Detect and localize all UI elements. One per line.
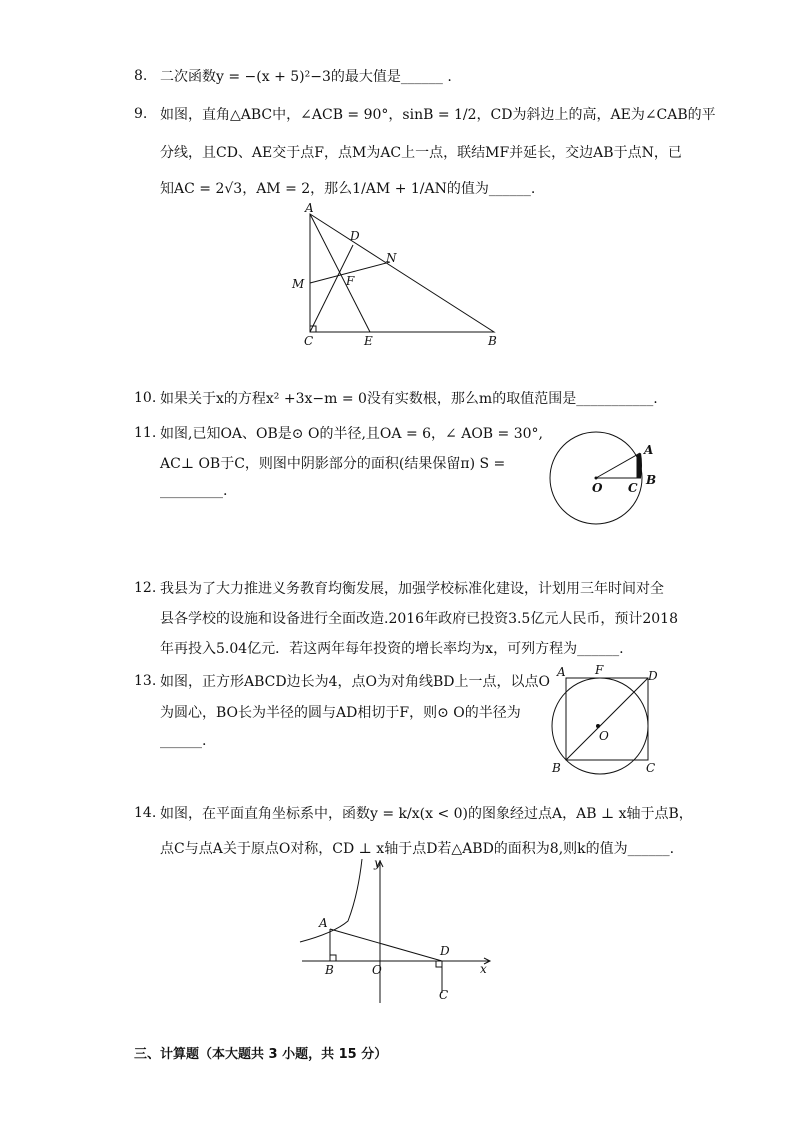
question-number: 13. [134,673,157,689]
figure-9-triangle [280,200,510,350]
label-C: C [439,988,449,1002]
question-8-line-1: 二次函数y = −(x + 5)²−3的最大值是______ . [160,69,452,85]
label-O: O [592,481,603,495]
label-O: O [599,729,609,743]
label-E: E [364,334,373,348]
label-B: B [325,963,334,977]
figure-14-coordinate-plane [294,855,499,1005]
figure-11-circle [540,428,670,530]
question-number: 12. [134,580,157,596]
label-A: A [644,443,654,457]
label-B: B [488,334,497,348]
question-number: 8. [134,68,148,84]
question-number: 14. [134,805,157,821]
question-10-line-1: 如果关于x的方程x² +3x−m = 0没有实数根，那么m的取值范围是___________. [160,391,658,407]
label-F: F [346,274,355,288]
label-B: B [552,761,561,775]
label-D: D [350,229,360,243]
label-D: D [440,944,450,958]
label-x: x [480,962,487,976]
question-11-line-3: _________. [160,483,228,499]
question-number: 11. [134,425,157,441]
label-N: N [386,251,397,265]
question-14-line-2: 点C与点A关于原点O对称，CD ⊥ x轴于点D若△ABD的面积为8,则k的值为______. [160,841,675,857]
question-9-line-2: 分线，且CD、AE交于点F，点M为AC上一点，联结MF并延长，交边AB于点N，已 [160,145,682,161]
label-F: F [595,664,604,677]
section-title: 三、计算题（本大题共 3 小题，共 15 分） [134,1047,388,1062]
question-13-line-2: 为圆心，BO长为半径的圆与AD相切于F，则⊙ O的半径为 [160,705,521,721]
figure-13-square-circle [548,664,663,776]
label-O: O [372,963,382,977]
label-C: C [304,334,314,348]
label-y: y [374,856,381,870]
label-M: M [292,277,305,291]
question-number: 10. [134,390,157,406]
question-9-line-3: 知AC = 2√3，AM = 2，那么1/AM + 1/AN的值为______. [160,181,536,197]
label-B: B [646,473,657,487]
question-13-line-1: 如图，正方形ABCD边长为4，点O为对角线BD上一点，以点O [160,674,550,690]
question-12-line-2: 县各学校的设施和设备进行全面改造.2016年政府已投资3.5亿元人民币，预计2018 [160,611,678,627]
label-C: C [628,481,638,495]
question-13-line-3: ______. [160,733,207,749]
label-A: A [305,201,314,215]
label-C: C [646,761,656,775]
question-14-line-1: 如图，在平面直角坐标系中，函数y = k/x(x < 0)的图象经过点A，AB ⊥ x轴于点B， [160,806,693,822]
question-12-line-3: 年再投入5.04亿元．若这两年每年投资的增长率均为x，可列方程为______. [160,641,624,657]
question-12-line-1: 我县为了大力推进义务教育均衡发展，加强学校标准化建设，计划用三年时间对全 [160,581,664,597]
label-D: D [648,669,658,683]
question-11-line-1: 如图,已知OA、OB是⊙ O的半径,且OA = 6，∠ AOB = 30°, [160,426,543,442]
question-11-line-2: AC⊥ OB于C，则图中阴影部分的面积(结果保留π) S = [160,456,506,472]
question-number: 9. [134,106,148,122]
question-9-line-1: 如图，直角△ABC中，∠ACB = 90°，sinB = 1/2，CD为斜边上的高，AE为∠CAB的平 [160,107,716,123]
label-A: A [557,665,566,679]
label-A: A [319,916,328,930]
